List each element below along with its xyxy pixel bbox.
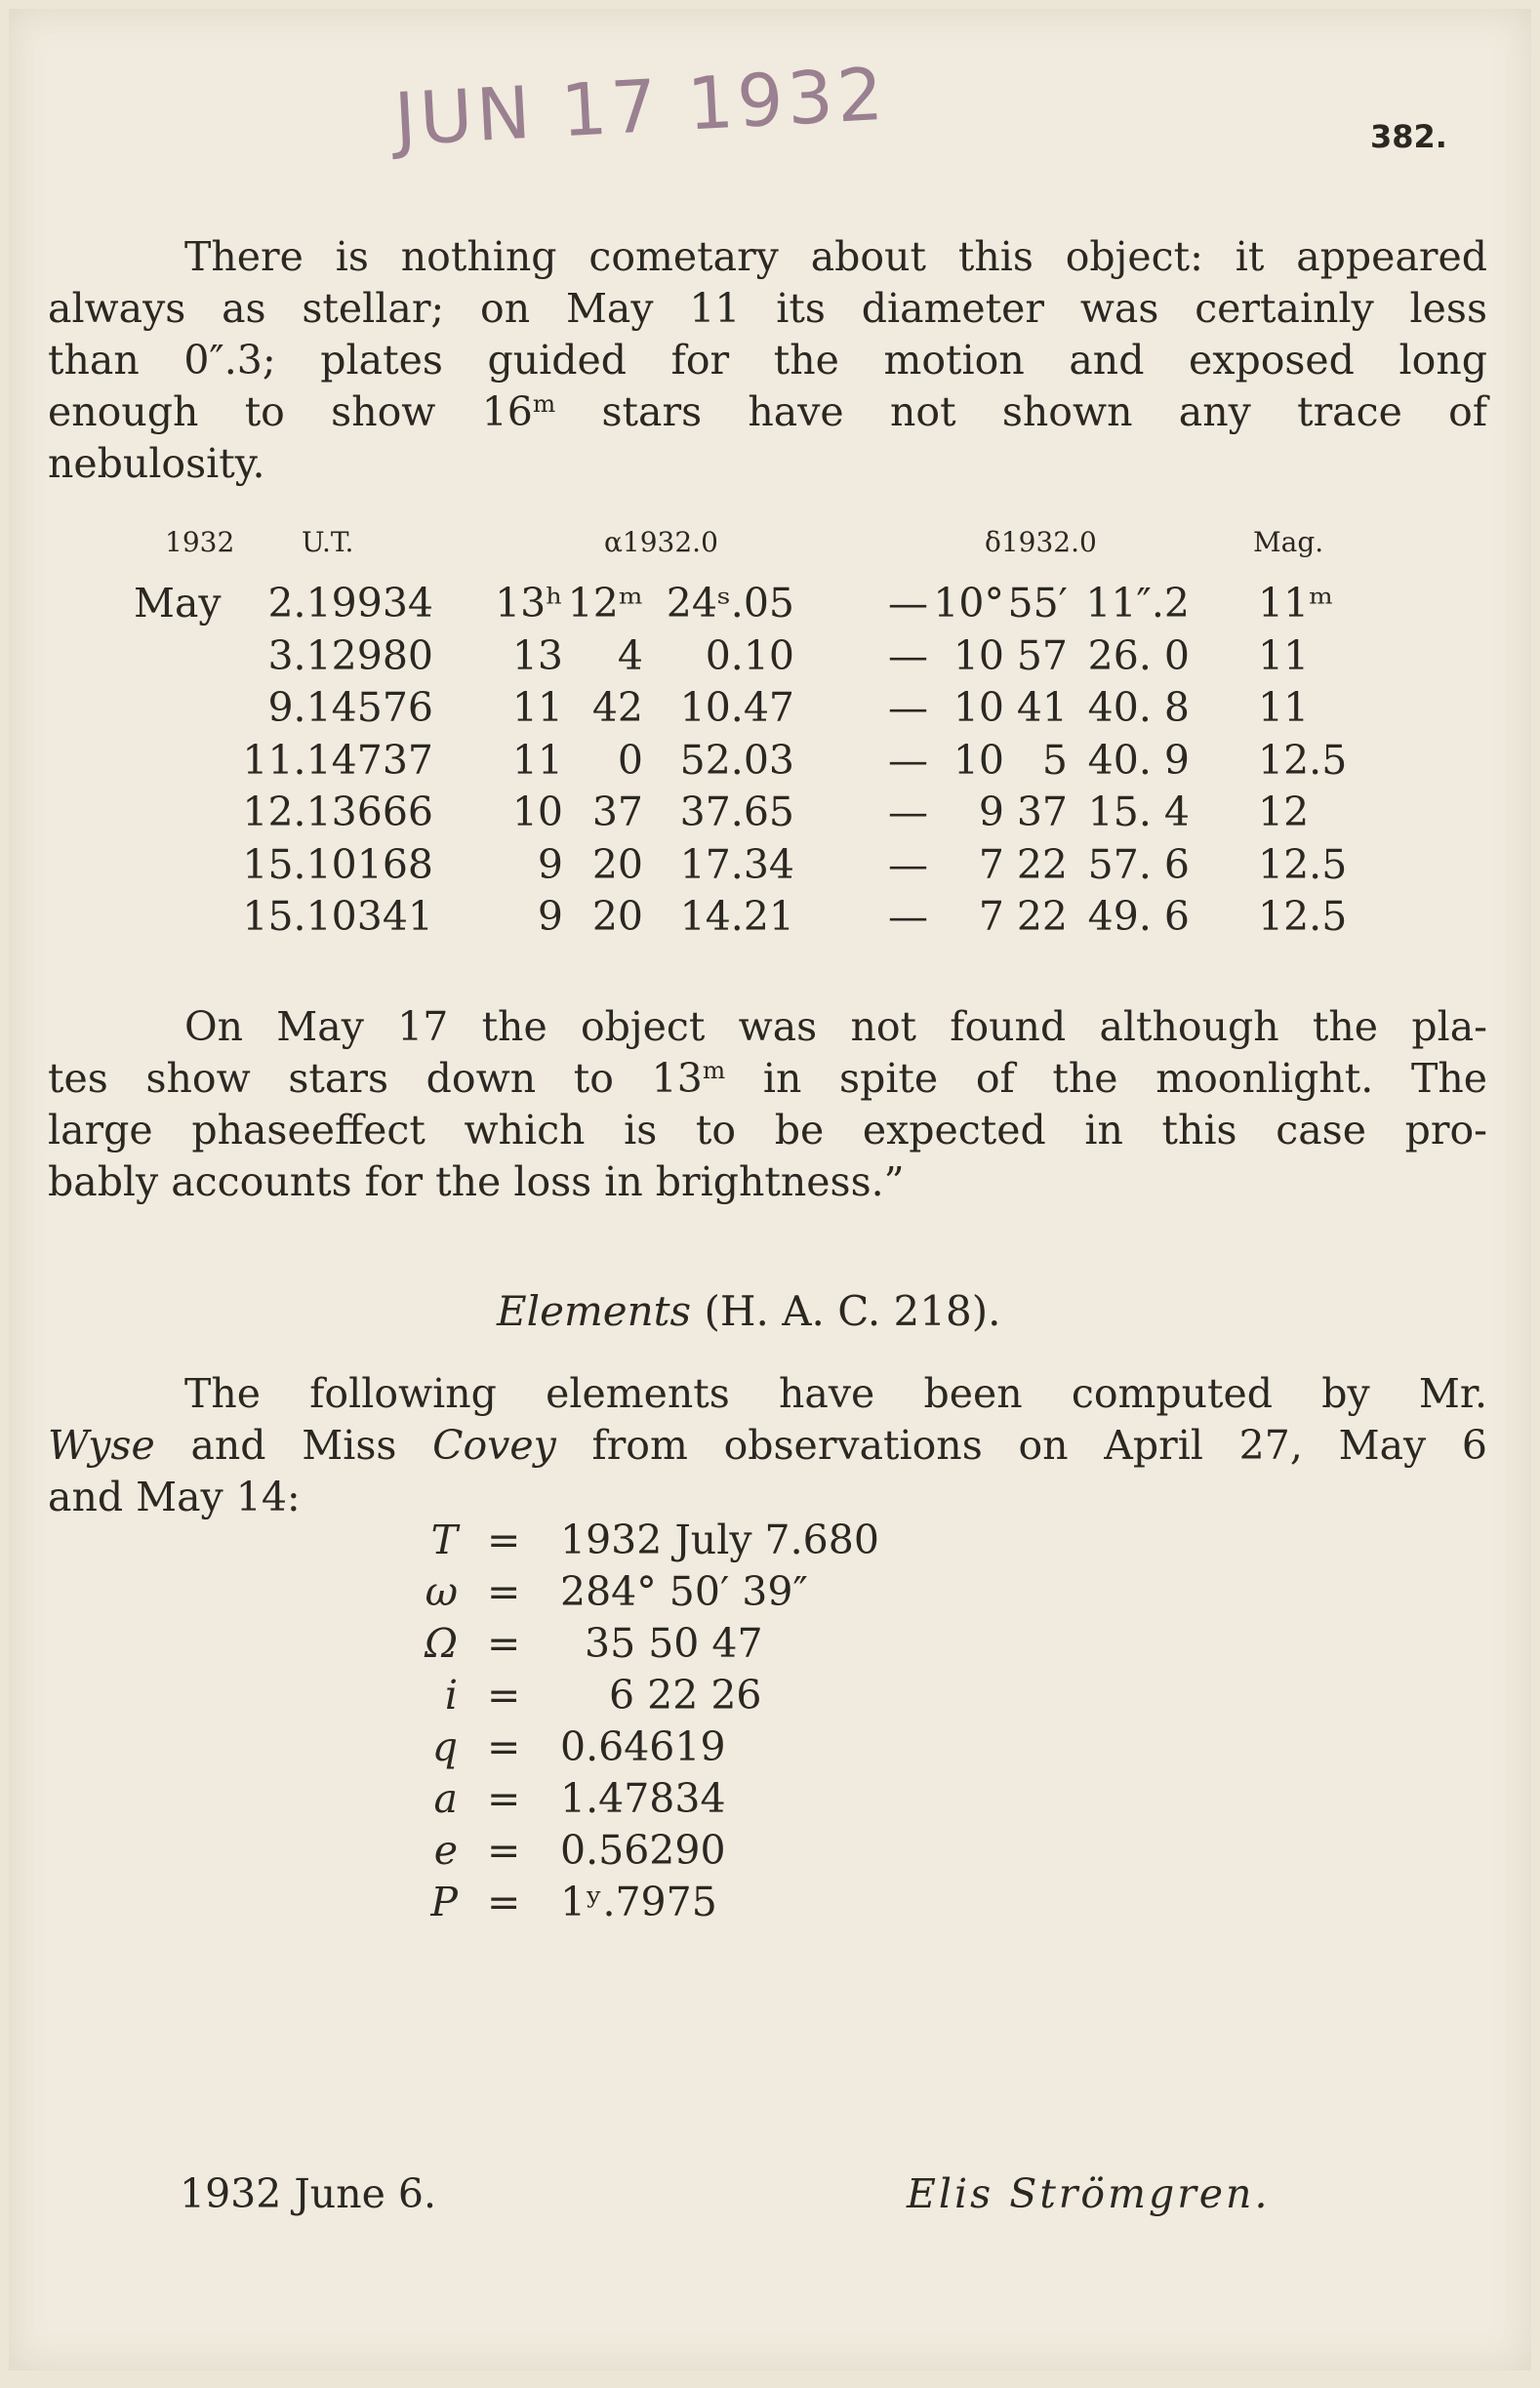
ra-h-cell: 13ʰ [495, 580, 563, 627]
ra-h-cell: 9 [537, 893, 563, 940]
element-value: 35 50 47 [585, 1620, 763, 1667]
dec-m-cell: 55′ [1007, 580, 1068, 627]
element-symbol: e [433, 1827, 458, 1874]
dec-m-cell: 41 [1016, 684, 1068, 731]
text-line: tes show stars down to 13$^m$ in spite of the moonlight. The [48, 1055, 1487, 1102]
element-row [409, 1568, 1092, 1620]
ra-s-cell: 52.03 [679, 736, 794, 784]
element-value: 0.64619 [560, 1723, 726, 1770]
text-line: bably accounts for the loss in brightness.” [48, 1158, 905, 1205]
table-row [136, 632, 1404, 685]
ra-m-cell: 4 [617, 631, 643, 679]
ra-s-cell: 0.10 [705, 631, 794, 679]
dec-s-cell: 11″.2 [1085, 580, 1190, 627]
document-card [9, 9, 1531, 2370]
dec-d-cell: 10° [933, 580, 1004, 627]
sign-cell: — [888, 789, 928, 835]
text-line: and May 14: [48, 1474, 301, 1520]
equals-sign: = [487, 1879, 521, 1925]
mag-cell: 12 [1258, 789, 1310, 835]
equals-sign: = [487, 1723, 521, 1770]
date-stamp: JUN 17 1932 [392, 52, 889, 163]
element-value: 284° 50′ 39″ [560, 1568, 808, 1615]
element-row [409, 1775, 1092, 1827]
mag-cell: 11ᵐ [1258, 580, 1334, 627]
ut-cell: 9.14576 [267, 684, 433, 731]
equals-sign: = [487, 1620, 521, 1667]
text-line: There is nothing cometary about this object: it appeared [184, 233, 1487, 280]
element-symbol: i [444, 1672, 458, 1719]
ut-cell: 12.13666 [242, 789, 433, 835]
element-symbol: Ω [425, 1620, 458, 1667]
element-symbol: a [433, 1775, 458, 1822]
element-row [409, 1517, 1092, 1568]
ra-m-cell: 0 [617, 736, 643, 784]
header-ra: α1932.0 [604, 526, 718, 558]
text-line: nebulosity. [48, 440, 265, 487]
text-line: always as stellar; on May 11 its diameter was certainly less [48, 285, 1487, 332]
ra-h-cell: 10 [511, 789, 563, 835]
ra-m-cell: 12ᵐ [567, 580, 643, 627]
element-symbol: P [430, 1879, 458, 1925]
paragraph-nature [48, 231, 1487, 490]
ra-m-cell: 20 [591, 893, 643, 940]
equals-sign: = [487, 1568, 521, 1615]
sign-cell: — [888, 736, 928, 784]
text-line: The following elements have been computed by Mr. [184, 1370, 1487, 1417]
ut-cell: 2.19934 [267, 580, 433, 627]
dec-s-cell: 15. 4 [1087, 789, 1190, 835]
element-row [409, 1620, 1092, 1672]
sign-cell: — [888, 840, 928, 888]
dec-s-cell: 57. 6 [1087, 840, 1190, 888]
equals-sign: = [487, 1827, 521, 1874]
element-value: 0.56290 [560, 1827, 726, 1874]
sign-cell: — [888, 684, 928, 731]
ra-m-cell: 20 [591, 840, 643, 888]
element-value: 1932 July 7.680 [560, 1517, 879, 1563]
table-row [136, 737, 1404, 789]
ut-cell: 11.14737 [242, 736, 433, 784]
table-row [136, 841, 1404, 894]
dec-m-cell: 22 [1016, 893, 1068, 940]
element-value: 1.47834 [560, 1775, 726, 1822]
element-row [409, 1827, 1092, 1879]
element-symbol: q [431, 1723, 458, 1770]
header-dec: δ1932.0 [985, 526, 1097, 558]
text-line: than 0″.3; plates guided for the motion and exposed long [48, 337, 1487, 384]
mag-cell: 12.5 [1258, 736, 1348, 784]
element-row [409, 1879, 1092, 1930]
ra-m-cell: 37 [591, 789, 643, 835]
ra-h-cell: 11 [511, 736, 563, 784]
dec-s-cell: 26. 0 [1087, 631, 1190, 679]
ut-cell: 3.12980 [267, 631, 433, 679]
sign-cell: — [888, 631, 928, 679]
dec-m-cell: 22 [1016, 840, 1068, 888]
element-value: 1ʸ.7975 [560, 1879, 717, 1925]
ut-cell: 15.10168 [242, 840, 433, 888]
ra-m-cell: 42 [591, 684, 643, 731]
element-symbol: ω [425, 1568, 458, 1615]
ra-s-cell: 37.65 [679, 789, 794, 835]
element-value: 6 22 26 [609, 1672, 762, 1719]
mag-cell: 12.5 [1258, 840, 1348, 888]
ra-s-cell: 14.21 [679, 893, 794, 940]
table-row [136, 893, 1404, 946]
header-mag: Mag. [1253, 526, 1324, 558]
sign-cell: — [888, 893, 928, 940]
mag-cell: 12.5 [1258, 893, 1348, 940]
ra-h-cell: 13 [511, 631, 563, 679]
ra-s-cell: 17.34 [679, 840, 794, 888]
signature-date: 1932 June 6. [180, 2170, 437, 2217]
table-row [136, 580, 1404, 632]
dec-s-cell: 40. 8 [1087, 684, 1190, 731]
equals-sign: = [487, 1775, 521, 1822]
ra-s-cell: 24ˢ.05 [666, 580, 794, 627]
equals-sign: = [487, 1672, 521, 1719]
element-symbol: T [430, 1517, 458, 1563]
dec-s-cell: 49. 6 [1087, 893, 1190, 940]
text-line: enough to show 16$^m$ stars have not shown any trace of [48, 388, 1487, 435]
text-line: large phaseeffect which is to be expected in this case pro- [48, 1107, 1487, 1154]
elements-heading: Elements (H. A. C. 218). [497, 1287, 1001, 1335]
table-row [136, 789, 1404, 841]
header-year: 1932 [165, 526, 235, 558]
dec-m-cell: 5 [1041, 736, 1068, 784]
sign-cell: — [888, 580, 928, 627]
element-row [409, 1723, 1092, 1775]
dec-d-cell: 10 [952, 736, 1004, 784]
ra-h-cell: 11 [511, 684, 563, 731]
text-line: Wyse and Miss Covey from observations on April 27, May 6 [48, 1422, 1487, 1469]
dec-d-cell: 7 [978, 840, 1004, 888]
text-line: On May 17 the object was not found although the pla- [184, 1003, 1487, 1050]
paragraph-not-found [48, 1001, 1487, 1208]
mag-cell: 11 [1258, 631, 1310, 679]
equals-sign: = [487, 1517, 521, 1563]
dec-s-cell: 40. 9 [1087, 736, 1190, 784]
dec-m-cell: 37 [1016, 789, 1068, 835]
month-cell: May [134, 580, 222, 627]
dec-d-cell: 10 [952, 631, 1004, 679]
header-ut: U.T. [302, 526, 354, 558]
signature-name: Elis Strömgren. [907, 2170, 1271, 2217]
ut-cell: 15.10341 [242, 893, 433, 940]
ra-s-cell: 10.47 [679, 684, 794, 731]
dec-m-cell: 57 [1016, 631, 1068, 679]
ra-h-cell: 9 [537, 840, 563, 888]
page-number: 382. [1370, 118, 1447, 155]
dec-d-cell: 7 [978, 893, 1004, 940]
dec-d-cell: 10 [952, 684, 1004, 731]
element-row [409, 1672, 1092, 1723]
table-row [136, 684, 1404, 737]
dec-d-cell: 9 [978, 789, 1004, 835]
mag-cell: 11 [1258, 684, 1310, 731]
paragraph-computation [48, 1368, 1487, 1523]
